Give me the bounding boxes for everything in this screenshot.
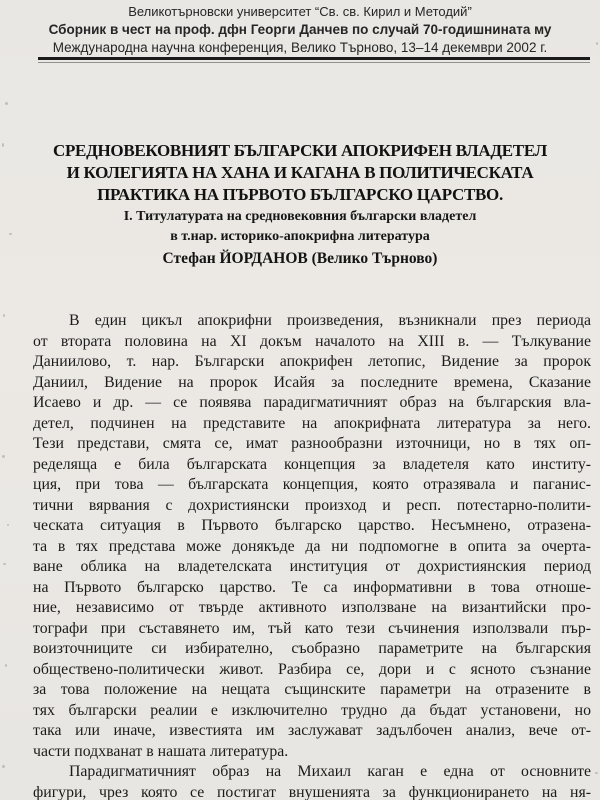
body-line: Тези представи, смята се, имат разнообразни източници, но в тях оп- <box>33 435 591 452</box>
body-line: воизточниците си избирателно, съобразно параметрите на българския <box>33 640 591 657</box>
body-line: ределяща е била българската концепция за владетеля като институ- <box>33 455 591 473</box>
header-divider <box>38 57 590 63</box>
body-line: тични вярвания с дохристиянски произход и респ. потестарно-полити- <box>33 496 591 514</box>
scan-speck <box>595 772 598 774</box>
body-line: Парадигматичният образ на Михаил каган е една от основните <box>69 763 591 780</box>
body-line: тографи при съставянето им, тъй като тези съчинения използвали пър- <box>33 619 591 637</box>
scan-speck <box>3 563 6 565</box>
body-line: от втората половина на XI докъм началото на XIII в. — Тълкувание <box>33 332 591 350</box>
article-subtitle-line: I. Титулатурата на средновековния български владетел <box>123 209 477 224</box>
body-line: ческата ситуация в Първото българско царство. Несъмнено, отразена- <box>33 517 591 534</box>
article-subtitle-line: в т.нар. историко-апокрифна литература <box>170 228 430 244</box>
body-line: така или иначе, известията им заслужават задълбочен анализ, вече от- <box>33 722 591 739</box>
article-subtitle <box>30 207 570 246</box>
conference-info: Международна научна конференция, Велико Търново, 13–14 декември 2002 г. <box>52 40 548 55</box>
article-title <box>18 140 582 206</box>
scan-speck <box>2 143 4 147</box>
body-line: В един цикъл апокрифни произведения, възникнали през периода <box>69 312 591 329</box>
scan-speck <box>596 42 598 45</box>
article-title-line: И КОЛЕГИЯТА НА ХАНА И КАГАНА В ПОЛИТИЧЕСКАТА <box>66 163 534 182</box>
body-line: Исаево и др. — се появява парадигматичният образ на българския вла- <box>33 394 591 411</box>
article-title-line: ПРАКТИКА НА ПЪРВОТО БЪЛГАРСКО ЦАРСТВО. <box>97 185 503 204</box>
body-line: тях български реалии е изключително трудно да бъдат установени, но <box>33 701 591 719</box>
body-line: детел, подчинен на представите на апокрифната литература за него. <box>33 414 591 432</box>
body-line: ция, при това — българската концепция, която отразявала и паганис- <box>33 476 591 493</box>
volume-dedication: Сборник в чест на проф. дфн Георги Данчев по случай 70-годишнината му <box>48 22 552 37</box>
body-line: та в тях представа може донякъде да ни подпомогне в опита за очерта- <box>33 537 591 555</box>
article-body <box>33 311 591 800</box>
scan-speck <box>2 765 5 768</box>
body-line: ване облика на владетелската институция от дохристиянския период <box>33 558 591 575</box>
body-line: Даниилово, т. нар. Български апокрифен летопис, Видение за пророк <box>33 353 591 370</box>
body-line: части подхванат в нашата литература. <box>33 742 289 760</box>
volume-header <box>10 3 590 57</box>
article-title-line: СРЕДНОВЕКОВНИЯТ БЪЛГАРСКИ АПОКРИФЕН ВЛАДЕТЕЛ <box>52 141 547 160</box>
body-line: обществено-политически живот. Разбира се, дори и с ясното съзнание <box>33 660 591 678</box>
scan-speck <box>3 314 5 317</box>
body-line: фигури, чрез която се постигат внушенията за функционирането на ня- <box>33 783 591 800</box>
author-line: Стефан ЙОРДАНОВ (Велико Търново) <box>162 250 438 267</box>
body-line: на Първото българско царство. Те са информативни в това отноше- <box>33 578 591 596</box>
university-name: Великотърновски университет “Св. св. Кирил и Методий” <box>128 4 472 19</box>
body-line: за това положение на нещата същинските параметри на отразените в <box>33 681 591 698</box>
scan-speck <box>5 102 8 105</box>
body-line: Даниил, Видение на пророк Исайя за последните времена, Сказание <box>33 373 591 391</box>
scan-speck <box>7 524 9 526</box>
scan-speck <box>9 233 12 235</box>
body-line: ние, независимо от твърде активното използване на византийски про- <box>33 599 591 616</box>
scan-speck <box>2 455 5 458</box>
scan-speck <box>5 664 7 667</box>
